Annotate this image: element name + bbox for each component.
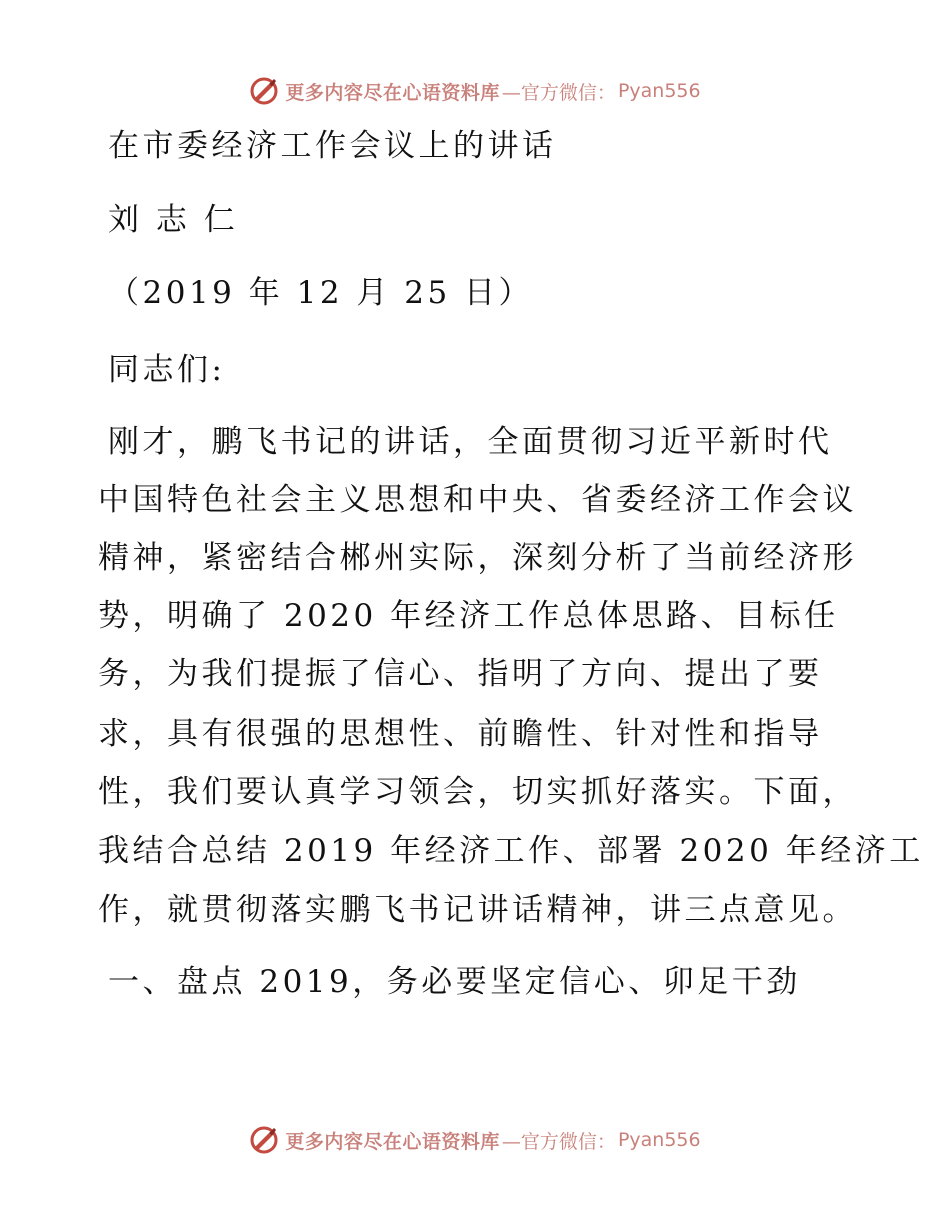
watermark-banner-bottom xyxy=(0,1120,950,1160)
watermark-wechat-id: Pyan556 xyxy=(617,80,701,102)
document-date: （2019 年 12 月 25 日） xyxy=(108,275,534,311)
paragraph-line: 务，为我们提振了信心、指明了方向、提出了要 xyxy=(98,656,823,692)
watermark-wechat-id: Pyan556 xyxy=(617,1129,701,1151)
document-author: 刘 志 仁 xyxy=(108,202,239,238)
paragraph-line: 中国特色社会主义思想和中央、省委经济工作会议 xyxy=(98,482,857,518)
watermark-main-text: 更多内容尽在心语资料库 xyxy=(285,1130,500,1153)
document-title: 在市委经济工作会议上的讲话 xyxy=(108,128,557,164)
paragraph-line: 求，具有很强的思想性、前瞻性、针对性和指导 xyxy=(98,716,823,752)
paragraph-line: 势，明确了 2020 年经济工作总体思路、目标任 xyxy=(98,598,839,634)
pen-logo-icon xyxy=(249,76,279,106)
section-heading: 一、盘点 2019，务必要坚定信心、卯足干劲 xyxy=(108,964,801,1000)
paragraph-line: 精神，紧密结合郴州实际，深刻分析了当前经济形 xyxy=(98,540,857,576)
watermark-sub-text: —官方微信： xyxy=(501,1130,616,1153)
watermark-sub-text: —官方微信： xyxy=(501,81,616,104)
document-greeting: 同志们: xyxy=(108,352,226,388)
paragraph-line: 作，就贯彻落实鹏飞书记讲话精神，讲三点意见。 xyxy=(98,892,857,928)
paragraph-line: 我结合总结 2019 年经济工作、部署 2020 年经济工 xyxy=(98,833,924,869)
watermark-main-text: 更多内容尽在心语资料库 xyxy=(285,81,500,104)
pen-logo-icon xyxy=(249,1125,279,1155)
paragraph-line: 性，我们要认真学习领会，切实抓好落实。下面， xyxy=(98,774,857,810)
watermark-banner-top xyxy=(0,71,950,111)
paragraph-line: 刚才，鹏飞书记的讲话，全面贯彻习近平新时代 xyxy=(108,424,833,460)
